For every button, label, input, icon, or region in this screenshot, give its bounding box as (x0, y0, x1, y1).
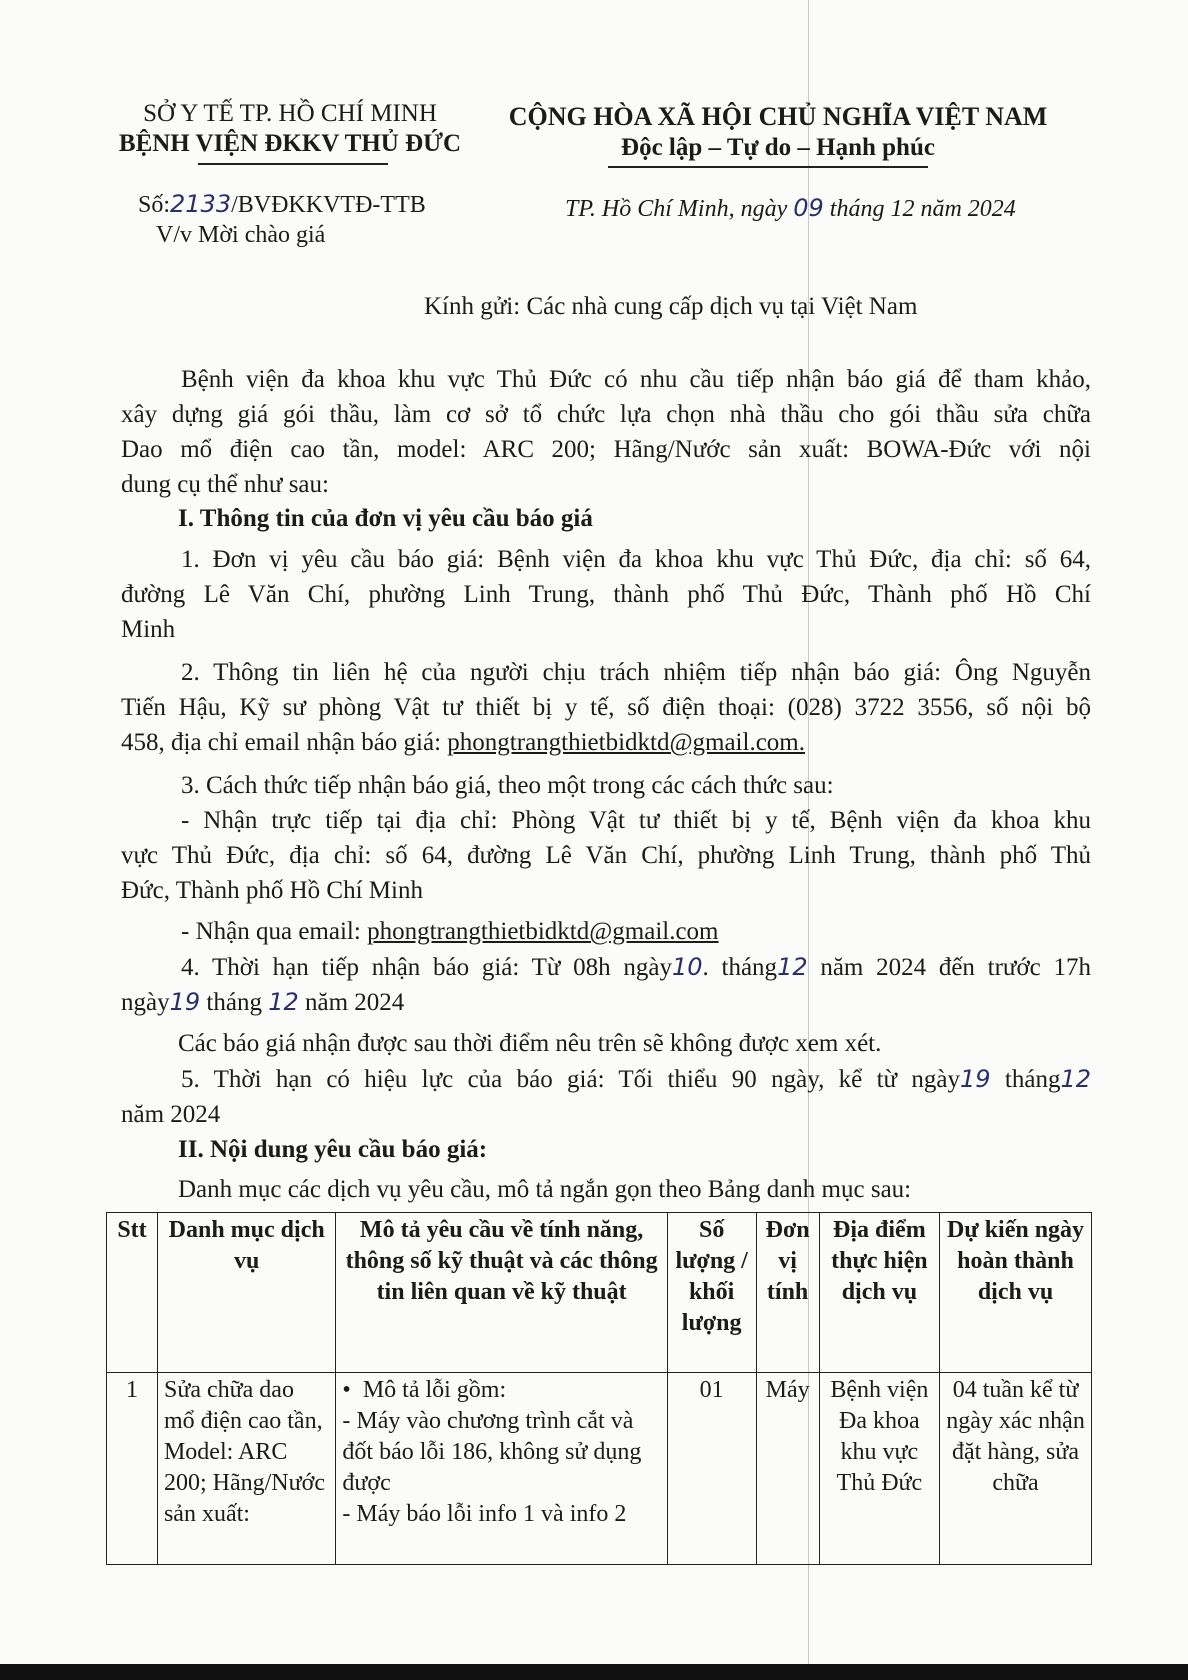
item-4-paragraph (121, 950, 1091, 1020)
doc-number-suffix: /BVĐKKVTĐ-TTB (231, 192, 426, 218)
national-motto: Độc lập – Tự do – Hạnh phúc (621, 134, 935, 161)
item-4-day-handwritten: 10 (671, 953, 703, 981)
submission-email-link[interactable]: phongtrangthietbidktd@gmail.com (367, 918, 719, 945)
doc-number-prefix: Số: (138, 192, 171, 218)
date-suffix: tháng 12 năm 2024 (829, 196, 1016, 222)
item-1-line: Minh (121, 616, 176, 643)
item-5-text: tháng (990, 1066, 1061, 1093)
item-3-email-label: - Nhận qua email: (181, 918, 368, 945)
description-bullet: • Mô tả lỗi gồm: (342, 1377, 507, 1403)
header-stt: Stt (107, 1213, 158, 1373)
section-2-intro: Danh mục các dịch vụ yêu cầu, mô tả ngắn gọn theo Bảng danh mục sau: (178, 1176, 912, 1203)
intro-line: dung cụ thể như sau: (121, 471, 329, 498)
item-2-line: 2. Thông tin liên hệ của người chịu trách nhiệm tiếp nhận báo giá: Ông Nguyễn (181, 659, 1091, 686)
item-3-direct-line: - Nhận trực tiếp tại địa chỉ: Phòng Vật tư thiết bị y tế, Bệnh viện đa khoa khu (181, 807, 1091, 834)
document-subject: V/v Mời chào giá (156, 222, 326, 248)
late-submission-note: Các báo giá nhận được sau thời điểm nêu trên sẽ không được xem xét. (178, 1030, 882, 1057)
intro-line: xây dựng giá gói thầu, làm cơ sở tổ chức lựa chọn nhà thầu cho gói thầu sửa chữa (121, 401, 1091, 428)
scan-bottom-edge (0, 1664, 1188, 1680)
item-2-line: Tiến Hậu, Kỹ sư phòng Vật tư thiết bị y tế, số điện thoại: (028) 3722 3556, số nội bộ (121, 694, 1091, 721)
description-line: - Máy báo lỗi info 1 và info 2 (342, 1501, 627, 1527)
item-4-text: năm 2024 đến trước 17h (807, 954, 1092, 981)
item-4-line-2 (121, 985, 1091, 1020)
table-header-row (107, 1213, 1092, 1373)
national-title: CỘNG HÒA XÃ HỘI CHỦ NGHĨA VIỆT NAM (508, 102, 1048, 131)
item-1-line: đường Lê Văn Chí, phường Linh Trung, thành phố Thủ Đức, Thành phố Hồ Chí (121, 581, 1091, 608)
item-2-email-label: 458, địa chỉ email nhận báo giá: (121, 729, 448, 756)
cell-stt: 1 (107, 1373, 158, 1565)
item-5-paragraph (121, 1062, 1091, 1132)
item-4-text: năm 2024 (298, 989, 405, 1016)
cell-service: Sửa chữa dao mổ điện cao tần, Model: ARC 200; Hãng/Nước sản xuất: (157, 1373, 335, 1565)
item-3-direct-line: vực Thủ Đức, địa chỉ: số 64, đường Lê Văn Chí, phường Linh Trung, thành phố Thủ (121, 842, 1091, 869)
item-5-month-handwritten: 12 (1060, 1065, 1091, 1093)
header-service: Danh mục dịch vụ (157, 1213, 335, 1373)
recipient-line: Kính gửi: Các nhà cung cấp dịch vụ tại Việt Nam (424, 293, 918, 320)
description-line: - Máy vào chương trình cắt và đốt báo lỗi 186, không sử dụng được (342, 1408, 642, 1496)
item-3-email-line (181, 914, 719, 949)
item-4-day2-handwritten: 19 (169, 988, 201, 1016)
date-day-handwritten: 09 (793, 194, 824, 222)
header-right-underline (608, 166, 928, 168)
header-quantity: Số lượng / khối lượng (667, 1213, 756, 1373)
item-5-day-handwritten: 19 (960, 1065, 991, 1093)
header-completion: Dự kiến ngày hoàn thành dịch vụ (940, 1213, 1092, 1373)
item-4-line-1 (121, 950, 1091, 985)
item-4-text: ngày (121, 989, 170, 1016)
intro-paragraph (121, 362, 1091, 502)
item-5-line-2: năm 2024 (121, 1101, 221, 1128)
item-3-direct-paragraph (121, 803, 1091, 908)
item-4-text: tháng (200, 989, 269, 1016)
header-unit: Đơn vị tính (756, 1213, 819, 1373)
item-1-paragraph (121, 542, 1091, 647)
table-row (107, 1373, 1092, 1565)
date-line (565, 194, 1016, 223)
item-5-text: 5. Thời hạn có hiệu lực của báo giá: Tối thiểu 90 ngày, kể từ ngày (181, 1066, 961, 1093)
doc-number-handwritten: 2133 (170, 190, 232, 218)
cell-location: Bệnh viện Đa khoa khu vực Thủ Đức (819, 1373, 939, 1565)
header-left-underline (198, 163, 388, 165)
item-4-text: . tháng (702, 954, 778, 981)
intro-line: Dao mổ điện cao tần, model: ARC 200; Hãng/Nước sản xuất: BOWA-Đức với nội (121, 436, 1091, 463)
agency-name: SỞ Y TẾ TP. HỒ CHÍ MINH (143, 100, 437, 127)
cell-completion: 04 tuần kể từ ngày xác nhận đặt hàng, sửa chữa (940, 1373, 1092, 1565)
item-3-direct-line: Đức, Thành phố Hồ Chí Minh (121, 877, 423, 904)
header-location: Địa điểm thực hiện dịch vụ (819, 1213, 939, 1373)
item-4-month2-handwritten: 12 (268, 988, 299, 1016)
date-prefix: TP. Hồ Chí Minh, ngày (565, 196, 788, 222)
header-description: Mô tả yêu cầu về tính năng, thông số kỹ thuật và các thông tin liên quan về kỹ thuật (336, 1213, 667, 1373)
cell-unit: Máy (756, 1373, 819, 1565)
item-4-text: 4. Thời hạn tiếp nhận báo giá: Từ 08h ngày (181, 954, 672, 981)
item-4-month-handwritten: 12 (777, 953, 808, 981)
section-1-heading: I. Thông tin của đơn vị yêu cầu báo giá (178, 505, 593, 532)
hospital-name: BỆNH VIỆN ĐKKV THỦ ĐỨC (118, 130, 462, 157)
contact-email-link[interactable]: phongtrangthietbidktd@gmail.com. (447, 729, 805, 756)
item-5-line-1 (121, 1062, 1091, 1097)
description-bullet-text: Mô tả lỗi gồm: (362, 1377, 507, 1403)
intro-line: Bệnh viện đa khoa khu vực Thủ Đức có nhu cầu tiếp nhận báo giá để tham khảo, (181, 366, 1091, 393)
service-table (106, 1212, 1092, 1565)
cell-description (336, 1373, 667, 1565)
document-number (138, 190, 426, 219)
item-3-heading: 3. Cách thức tiếp nhận báo giá, theo một trong các cách thức sau: (181, 772, 834, 799)
item-1-line: 1. Đơn vị yêu cầu báo giá: Bệnh viện đa khoa khu vực Thủ Đức, địa chỉ: số 64, (181, 546, 1091, 573)
cell-quantity: 01 (667, 1373, 756, 1565)
item-2-line (121, 725, 1091, 760)
section-2-heading: II. Nội dung yêu cầu báo giá: (178, 1136, 488, 1163)
item-2-paragraph (121, 655, 1091, 760)
